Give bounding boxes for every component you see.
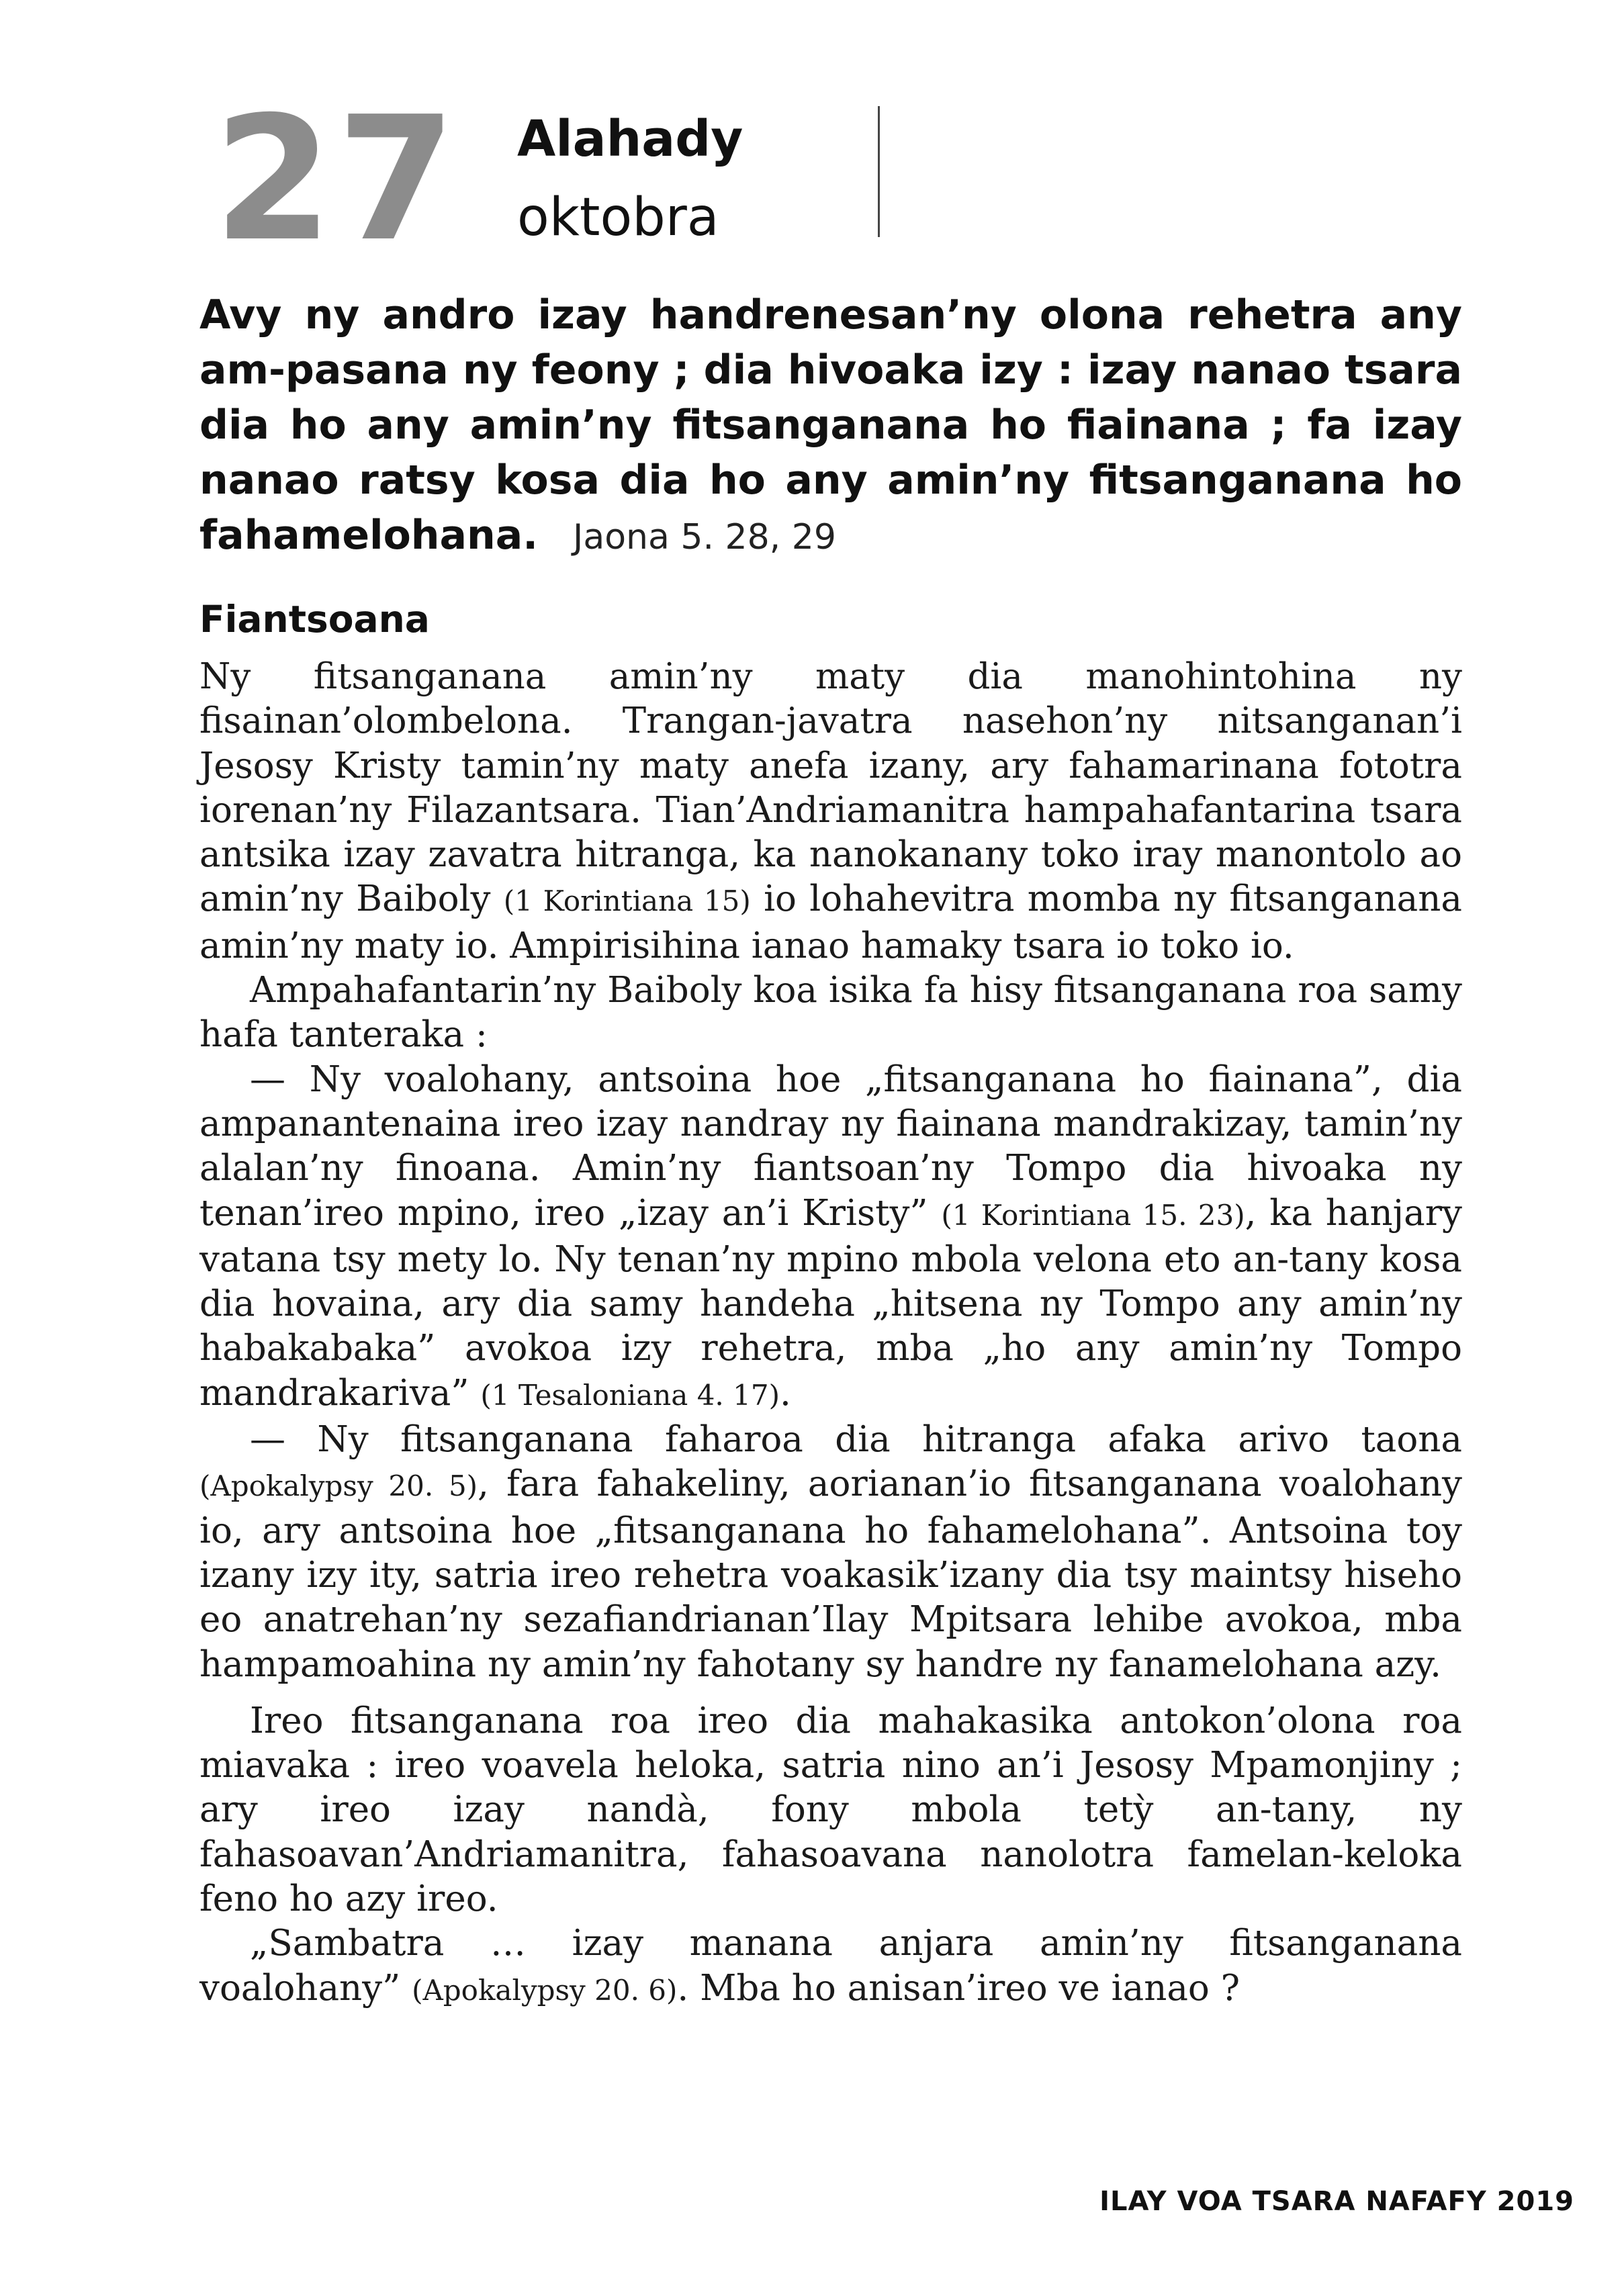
scripture-ref: (1 Tesaloniana 4. 17): [480, 1378, 780, 1412]
paragraph-text: „Sambatra … izay manana anjara amin’ny fitsanganana voalohany”: [199, 1923, 1462, 2009]
section-title: Fiantsoana: [199, 598, 430, 641]
scripture-ref: (Apokalypsy 20. 6): [412, 1973, 678, 2007]
paragraph-2: [199, 968, 1462, 1058]
daily-verse: [199, 287, 1462, 565]
paragraph-text: — Ny fitsanganana faharoa dia hitranga afaka arivo taona: [250, 1419, 1462, 1461]
scripture-ref: (1 Korintiana 15. 23): [941, 1198, 1245, 1232]
day-number: 27: [214, 80, 460, 279]
paragraph-text: , ka hanjary vatana tsy mety lo. Ny tenan’ny mpino mbola velona eto an-tany kosa dia hovaina, ary dia samy handeha „hitsena ny Tompo any amin’ny habakabaka” avokoa izy rehetra, mba „ho any amin’ny Tompo mandrakariva”: [199, 1192, 1462, 1414]
scripture-ref: (Apokalypsy 20. 5): [199, 1469, 478, 1503]
weekday-label: Alahady: [517, 110, 743, 168]
paragraph-text: io lohahevitra momba ny fitsanganana amin’ny maty io. Ampirisihina ianao hamaky tsara io toko io.: [199, 878, 1462, 966]
paragraph-text: Ireo fitsanganana roa ireo dia mahakasika antokon’olona roa miavaka : ireo voavela heloka, satria nino an’i Jesosy Mpamonjiny ; ary ireo izay nandà, fony mbola tetỳ an-tany, ny fahasoavan’Andriamanitra, fahasoavana nanolotra famelan-keloka feno ho azy ireo.: [199, 1700, 1462, 1920]
paragraph-text: Ampahafantarin’ny Baiboly koa isika fa hisy fitsanganana roa samy hafa tanteraka :: [199, 970, 1462, 1056]
paragraph-text: . Mba ho anisan’ireo ve ianao ?: [677, 1967, 1240, 2009]
paragraph-1: [199, 655, 1462, 968]
scripture-ref: (1 Korintiana 15): [503, 884, 751, 918]
paragraph-text: — Ny voalohany, antsoina hoe „fitsanganana ho fiainana”, dia ampanantenaina ireo izay nandray ny fiainana mandrakizay, tamin’ny alalan’ny finoana. Amin’ny fiantsoan’ny Tompo dia hivoaka ny tenan’ireo mpino, ireo „izay an’i Kristy”: [199, 1058, 1462, 1234]
verse-reference: Jaona 5. 28, 29: [573, 517, 836, 557]
body-text: [199, 655, 1462, 2013]
verse-text: Avy ny andro izay handrenesan’ny olona rehetra any am-pasana ny feony ; dia hivoaka izy : izay nanao tsara dia ho any amin’ny fitsanganana ho fiainana ; fa izay nanao ratsy kosa dia ho any amin’ny fitsanganana ho fahamelohana.: [199, 291, 1462, 559]
paragraph-6: [199, 1921, 1462, 2013]
header-divider: [878, 106, 880, 237]
month-label: oktobra: [517, 187, 719, 248]
paragraph-text: , fara fahakeliny, aorianan’io fitsanganana voalohany io, ary antsoina hoe „fitsanganana ho fahamelohana”. Antsoina toy izany izy ity, satria ireo rehetra voakasik’izany dia tsy maintsy hiseho eo anatrehan’ny sezafiandrianan’Ilay Mpitsara lehibe avokoa, mba hampamoahina ny amin’ny fahotany sy handre ny fanamelohana azy.: [199, 1463, 1462, 1685]
footer-publication: ILAY VOA TSARA NAFAFY 2019: [1099, 2186, 1574, 2217]
paragraph-4: [199, 1418, 1462, 1687]
paragraph-text: .: [779, 1372, 791, 1414]
paragraph-5: [199, 1699, 1462, 1921]
paragraph-text: Ny fitsanganana amin’ny maty dia manohintohina ny fisainan’olombelona. Trangan-javatra nasehon’ny nitsanganan’i Jesosy Kristy tamin’ny maty anefa izany, ary fahamarinana fototra iorenan’ny Filazantsara. Tian’Andriamanitra hampahafantarina tsara antsika izay zavatra hitranga, ka nanokanany toko iray manontolo ao amin’ny Baiboly: [199, 656, 1462, 920]
paragraph-3: [199, 1058, 1462, 1418]
